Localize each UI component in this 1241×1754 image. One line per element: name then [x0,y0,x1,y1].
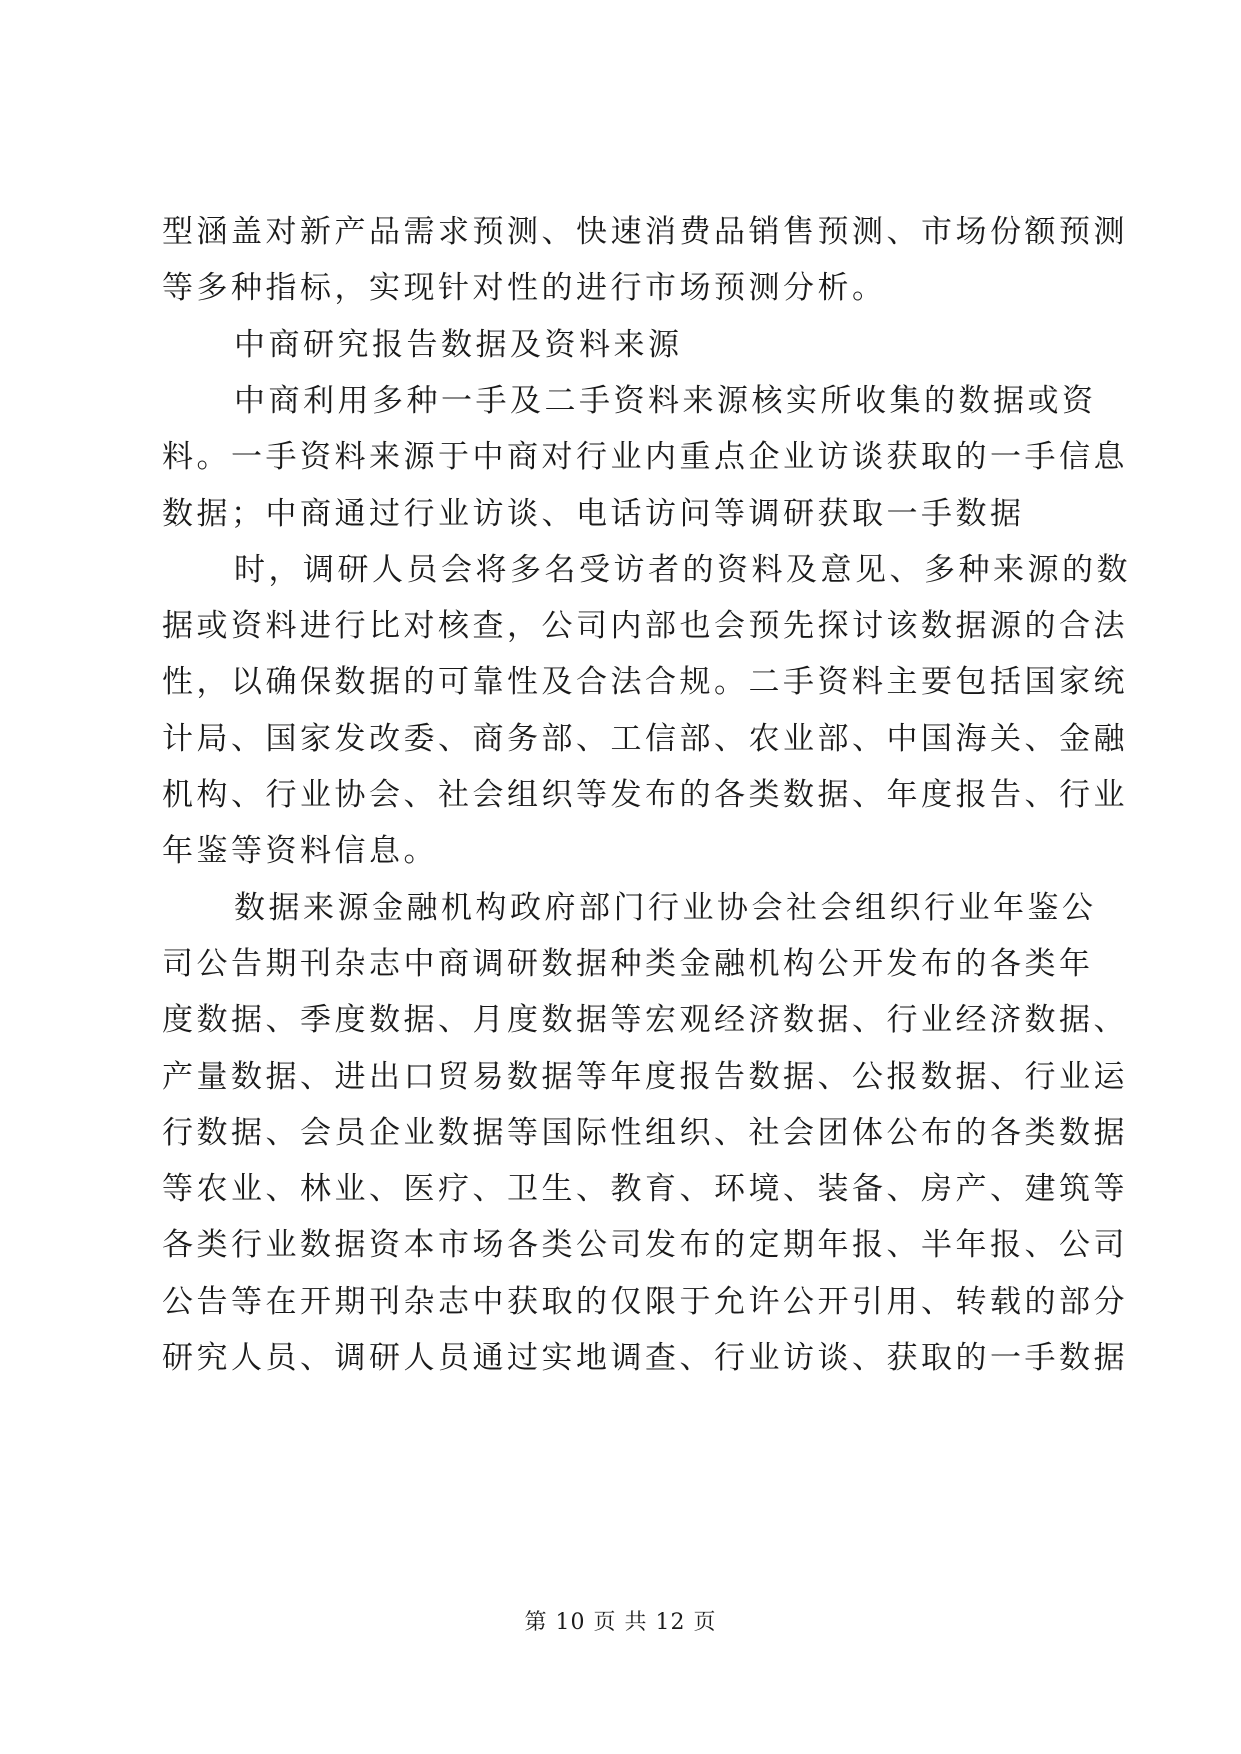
text-line: 度数据、季度数据、月度数据等宏观经济数据、行业经济数据、 [162,1002,1128,1038]
text-line: 机构、行业协会、社会组织等发布的各类数据、年度报告、行业 [162,777,1128,813]
text-line: 料。一手资料来源于中商对行业内重点企业访谈获取的一手信息 [162,439,1128,475]
text-line: 等多种指标，实现针对性的进行市场预测分析。 [162,270,887,306]
text-line: 数据来源金融机构政府部门行业协会社会组织行业年鉴公 [234,890,1097,926]
text-line: 年鉴等资料信息。 [162,833,438,869]
text-line: 性，以确保数据的可靠性及合法合规。二手资料主要包括国家统 [162,664,1128,700]
text-line: 各类行业数据资本市场各类公司发布的定期年报、半年报、公司 [162,1227,1128,1263]
text-line: 据或资料进行比对核查，公司内部也会预先探讨该数据源的合法 [162,608,1128,644]
text-line: 中商利用多种一手及二手资料来源核实所收集的数据或资 [234,383,1097,419]
text-line: 等农业、林业、医疗、卫生、教育、环境、装备、房产、建筑等 [162,1171,1128,1207]
section-heading: 中商研究报告数据及资料来源 [234,327,683,363]
text-line: 产量数据、进出口贸易数据等年度报告数据、公报数据、行业运 [162,1059,1128,1095]
text-line: 司公告期刊杂志中商调研数据种类金融机构公开发布的各类年 [162,946,1094,982]
text-line: 行数据、会员企业数据等国际性组织、社会团体公布的各类数据 [162,1115,1128,1151]
text-line: 数据；中商通过行业访谈、电话访问等调研获取一手数据 [162,496,1025,532]
text-line: 计局、国家发改委、商务部、工信部、农业部、中国海关、金融 [162,721,1128,757]
text-line: 公告等在开期刊杂志中获取的仅限于允许公开引用、转载的部分 [162,1284,1128,1320]
text-line: 型涵盖对新产品需求预测、快速消费品销售预测、市场份额预测 [162,214,1128,250]
text-line: 研究人员、调研人员通过实地调查、行业访谈、获取的一手数据 [162,1340,1128,1376]
page-footer: 第 10 页 共 12 页 [524,1610,717,1635]
text-line: 时，调研人员会将多名受访者的资料及意见、多种来源的数 [234,552,1131,588]
